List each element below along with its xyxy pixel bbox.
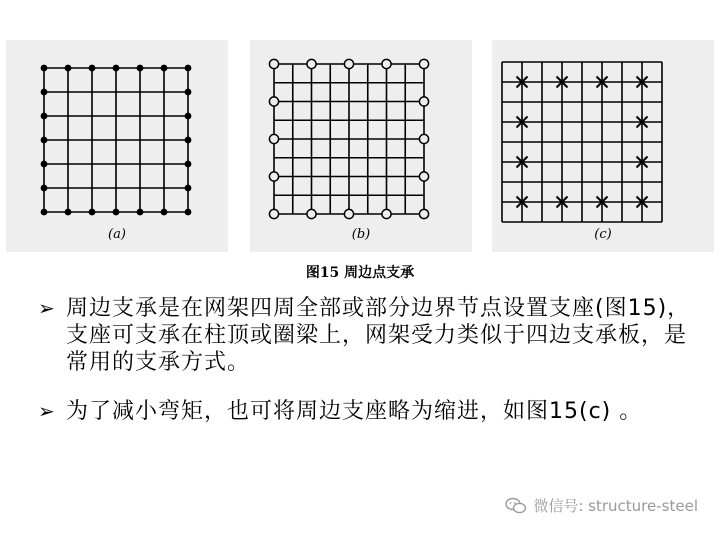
support-dot	[65, 209, 72, 216]
support-circle	[382, 59, 391, 68]
support-dot	[185, 209, 192, 216]
support-dot	[89, 209, 96, 216]
support-dot	[137, 209, 144, 216]
figure-panel-b	[250, 40, 472, 252]
support-dot	[185, 137, 192, 144]
support-dot	[41, 65, 48, 72]
support-dot	[113, 209, 120, 216]
watermark-text: 微信号: structure-steel	[533, 497, 698, 515]
figure-panel-a	[6, 40, 228, 252]
support-dot	[113, 65, 120, 72]
bullet-arrow-icon: ➢	[38, 399, 56, 423]
grid-dots-diagram	[6, 40, 228, 225]
support-circle	[419, 97, 428, 106]
figure-panel-c	[492, 40, 714, 252]
bullet-item-2	[38, 398, 698, 425]
support-circle	[382, 209, 391, 218]
support-circle	[419, 209, 428, 218]
bullet-item-1	[38, 295, 698, 376]
support-dot	[185, 161, 192, 168]
support-circle	[419, 134, 428, 143]
support-dot	[185, 65, 192, 72]
grid-circles-diagram	[250, 40, 472, 225]
panel-label-c: (c)	[594, 227, 612, 242]
support-circle	[269, 134, 278, 143]
support-dot	[137, 65, 144, 72]
support-circle	[269, 209, 278, 218]
support-dot	[89, 65, 96, 72]
support-dot	[161, 65, 168, 72]
support-dot	[41, 89, 48, 96]
support-dot	[41, 113, 48, 120]
bullet-text-1: 周边支承是在网架四周全部或部分边界节点设置支座(图15)，支座可支承在柱顶或圈梁上，网架受力类似于四边支承板，是常用的支承方式。	[66, 296, 691, 375]
support-dot	[185, 113, 192, 120]
support-dot	[65, 65, 72, 72]
support-circle	[307, 209, 316, 218]
support-dot	[41, 185, 48, 192]
support-dot	[161, 209, 168, 216]
watermark	[505, 495, 698, 516]
support-dot	[185, 185, 192, 192]
support-circle	[344, 59, 353, 68]
support-dot	[185, 89, 192, 96]
wechat-icon	[505, 497, 527, 515]
support-dot	[41, 209, 48, 216]
bullet-text-2: 为了减小弯矩，也可将周边支座略为缩进，如图15(c) 。	[66, 399, 643, 424]
panel-label-b: (b)	[351, 227, 371, 242]
bullet-arrow-icon: ➢	[38, 296, 56, 320]
figure-caption: 图15 周边点支承	[305, 265, 415, 281]
panel-label-a: (a)	[108, 227, 126, 242]
support-circle	[344, 209, 353, 218]
support-circle	[269, 172, 278, 181]
support-circle	[307, 59, 316, 68]
support-dot	[41, 161, 48, 168]
support-dot	[41, 137, 48, 144]
support-circle	[419, 172, 428, 181]
support-circle	[419, 59, 428, 68]
support-circle	[269, 59, 278, 68]
support-circle	[269, 97, 278, 106]
grid-crosses-diagram	[492, 40, 714, 225]
